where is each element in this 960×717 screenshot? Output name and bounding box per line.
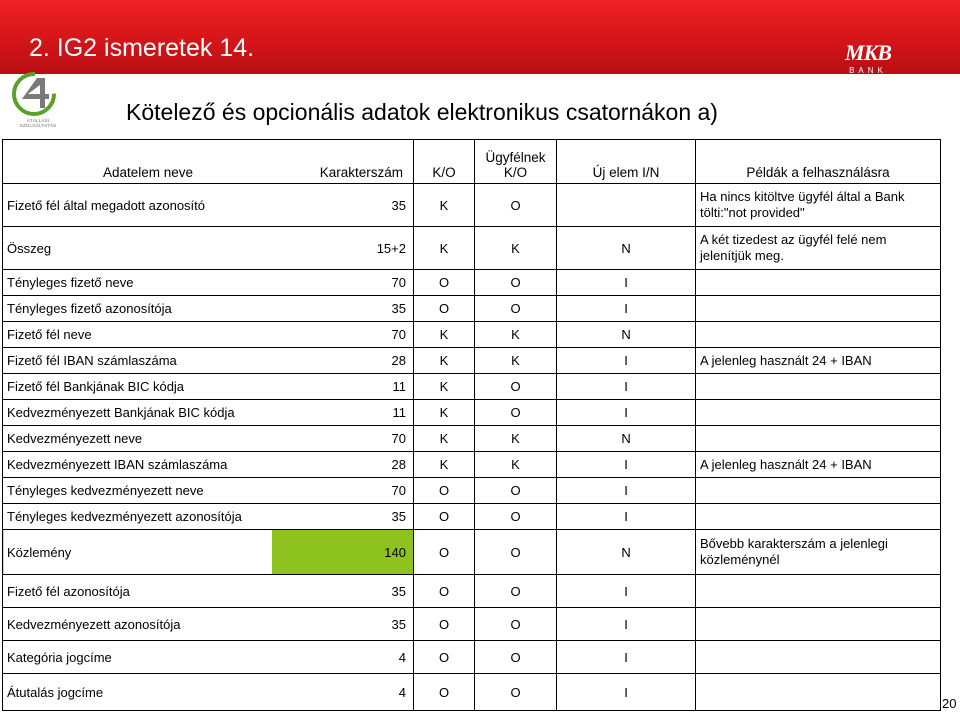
client-ko-value: K <box>475 452 557 478</box>
ko-value: K <box>414 426 475 452</box>
table-row <box>3 184 941 227</box>
usage-example <box>696 322 941 348</box>
char-count: 35 <box>391 197 406 213</box>
ko-value: O <box>414 674 475 711</box>
char-count: 28 <box>391 353 406 368</box>
ko-value: O <box>414 530 475 575</box>
ko-value: O <box>414 478 475 504</box>
ko-value: O <box>414 504 475 530</box>
client-ko-value: O <box>475 641 557 674</box>
data-element-cell <box>3 575 414 608</box>
char-count: 15+2 <box>376 240 406 256</box>
ko-value: K <box>414 322 475 348</box>
new-element-value: I <box>557 270 696 296</box>
table-row <box>3 641 941 674</box>
usage-example: A jelenleg használt 24 + IBAN <box>696 348 941 374</box>
char-count: 35 <box>391 583 406 599</box>
header-name-label: Adatelem neve <box>103 165 194 180</box>
table-row <box>3 348 941 374</box>
new-element-value: I <box>557 504 696 530</box>
char-count: 140 <box>384 544 406 560</box>
data-element-name: Átutalás jogcíme <box>7 684 104 700</box>
char-count: 35 <box>391 616 406 632</box>
char-count: 28 <box>391 457 406 472</box>
usage-example <box>696 608 941 641</box>
new-element-value: I <box>557 296 696 322</box>
table-row <box>3 608 941 641</box>
client-ko-value: O <box>475 608 557 641</box>
data-element-cell <box>3 674 414 711</box>
client-ko-value: O <box>475 374 557 400</box>
ko-value: O <box>414 641 475 674</box>
table-row <box>3 478 941 504</box>
char-count: 4 <box>398 649 406 665</box>
new-element-value: N <box>557 426 696 452</box>
usage-example <box>696 478 941 504</box>
data-element-cell <box>3 348 414 374</box>
usage-example <box>696 575 941 608</box>
data-element-name: Fizető fél IBAN számlaszáma <box>7 353 177 368</box>
ko-value: O <box>414 296 475 322</box>
header-ex: Példák a felhasználásra <box>696 140 941 184</box>
ko-value: K <box>414 227 475 270</box>
usage-example: A két tizedest az ügyfél felé nem jelenítjük meg. <box>696 227 941 270</box>
data-element-cell <box>3 296 414 322</box>
table-row <box>3 426 941 452</box>
client-ko-value: K <box>475 322 557 348</box>
ko-value: K <box>414 348 475 374</box>
client-ko-value: O <box>475 674 557 711</box>
table-row <box>3 270 941 296</box>
data-element-name: Fizető fél Bankjának BIC kódja <box>7 379 185 394</box>
data-element-cell <box>3 227 414 270</box>
header-uj: Új elem I/N <box>557 140 696 184</box>
new-element-value: N <box>557 530 696 575</box>
number-four-badge-icon <box>10 72 60 132</box>
new-element-value: N <box>557 227 696 270</box>
table-row <box>3 227 941 270</box>
usage-example <box>696 674 941 711</box>
table-row <box>3 296 941 322</box>
data-element-name: Tényleges kedvezményezett neve <box>7 483 204 498</box>
new-element-value: I <box>557 452 696 478</box>
data-element-name: Tényleges kedvezményezett azonosítója <box>7 509 242 524</box>
data-element-cell <box>3 426 414 452</box>
usage-example <box>696 641 941 674</box>
client-ko-value: O <box>475 296 557 322</box>
ko-value: K <box>414 184 475 227</box>
header-ugyf-line2: K/O <box>503 165 528 180</box>
slide-section-title: 2. IG2 ismeretek 14. <box>29 34 255 62</box>
client-ko-value: O <box>475 478 557 504</box>
data-element-name: Fizető fél által megadott azonosító <box>7 197 206 213</box>
table-row <box>3 322 941 348</box>
usage-example <box>696 374 941 400</box>
header-ugyf <box>475 140 557 184</box>
usage-example: Ha nincs kitöltve ügyfél által a Bank tölti:"not provided" <box>696 184 941 227</box>
client-ko-value: K <box>475 426 557 452</box>
data-element-cell <box>3 478 414 504</box>
char-count: 4 <box>398 684 406 700</box>
new-element-value: N <box>557 322 696 348</box>
ko-value: K <box>414 400 475 426</box>
data-element-name: Kedvezményezett IBAN számlaszáma <box>7 457 228 472</box>
new-element-value: I <box>557 478 696 504</box>
client-ko-value: O <box>475 184 557 227</box>
data-element-cell <box>3 641 414 674</box>
mkb-bank-logo <box>838 42 898 75</box>
table-row <box>3 504 941 530</box>
logo-mkb-text: MKB <box>845 40 891 65</box>
data-element-name: Kedvezményezett neve <box>7 431 143 446</box>
data-elements-table <box>2 139 941 711</box>
data-element-cell <box>3 322 414 348</box>
ko-value: O <box>414 575 475 608</box>
data-element-cell <box>3 184 414 227</box>
ko-value: O <box>414 270 475 296</box>
usage-example <box>696 504 941 530</box>
data-element-name: Tényleges fizető azonosítója <box>7 301 172 316</box>
ko-value: K <box>414 452 475 478</box>
client-ko-value: K <box>475 348 557 374</box>
ko-value: O <box>414 608 475 641</box>
char-count: 11 <box>392 379 406 394</box>
data-element-cell <box>3 608 414 641</box>
data-element-cell <box>3 504 414 530</box>
client-ko-value: O <box>475 530 557 575</box>
client-ko-value: O <box>475 270 557 296</box>
new-element-value: I <box>557 575 696 608</box>
data-element-name: Közlemény <box>7 544 72 560</box>
new-element-value: I <box>557 374 696 400</box>
client-ko-value: K <box>475 227 557 270</box>
char-count: 70 <box>391 431 406 446</box>
usage-example <box>696 270 941 296</box>
header-name <box>3 140 414 184</box>
usage-example <box>696 426 941 452</box>
usage-example: Bővebb karakterszám a jelenlegi közleménynél <box>696 530 941 575</box>
char-count: 35 <box>391 301 406 316</box>
data-element-name: Fizető fél azonosítója <box>7 583 130 599</box>
table-row <box>3 674 941 711</box>
title-banner <box>0 0 960 74</box>
new-element-value <box>557 184 696 227</box>
usage-example <box>696 296 941 322</box>
data-element-cell <box>3 400 414 426</box>
new-element-value: I <box>557 608 696 641</box>
usage-example <box>696 400 941 426</box>
page-number: 20 <box>942 696 957 711</box>
header-ugyf-line1: Ügyfélnek <box>485 150 546 165</box>
ko-value: K <box>414 374 475 400</box>
data-element-cell <box>3 452 414 478</box>
char-count: 70 <box>391 327 406 342</box>
data-element-name: Összeg <box>7 240 52 256</box>
client-ko-value: O <box>475 575 557 608</box>
header-ko: K/O <box>414 140 475 184</box>
table-row <box>3 400 941 426</box>
char-count: 70 <box>391 483 406 498</box>
new-element-value: I <box>557 348 696 374</box>
data-element-cell <box>3 270 414 296</box>
table-row <box>3 452 941 478</box>
page-title: Kötelező és opcionális adatok elektronikus csatornákon a) <box>126 99 718 125</box>
new-element-value: I <box>557 674 696 711</box>
char-count: 11 <box>392 405 406 420</box>
data-element-cell <box>3 374 414 400</box>
client-ko-value: O <box>475 400 557 426</box>
data-element-cell <box>3 530 414 575</box>
table-row <box>3 374 941 400</box>
client-ko-value: O <box>475 504 557 530</box>
data-element-name: Kedvezményezett Bankjának BIC kódja <box>7 405 235 420</box>
char-count: 70 <box>391 275 406 290</box>
char-count: 35 <box>391 509 406 524</box>
table-row <box>3 530 941 575</box>
new-element-value: I <box>557 641 696 674</box>
logo-bank-text: BANK <box>849 66 887 75</box>
data-element-name: Kategória jogcíme <box>7 649 112 665</box>
table-header-row <box>3 140 941 184</box>
usage-example: A jelenleg használt 24 + IBAN <box>696 452 941 478</box>
badge-caption: ÁTÁLLÁSI SZOLGÁLTATÁS <box>19 118 57 128</box>
data-element-name: Fizető fél neve <box>7 327 92 342</box>
table-row <box>3 575 941 608</box>
data-element-name: Kedvezményezett azonosítója <box>7 616 181 632</box>
data-element-name: Tényleges fizető neve <box>7 275 134 290</box>
header-kar-label: Karakterszám <box>319 165 403 180</box>
new-element-value: I <box>557 400 696 426</box>
